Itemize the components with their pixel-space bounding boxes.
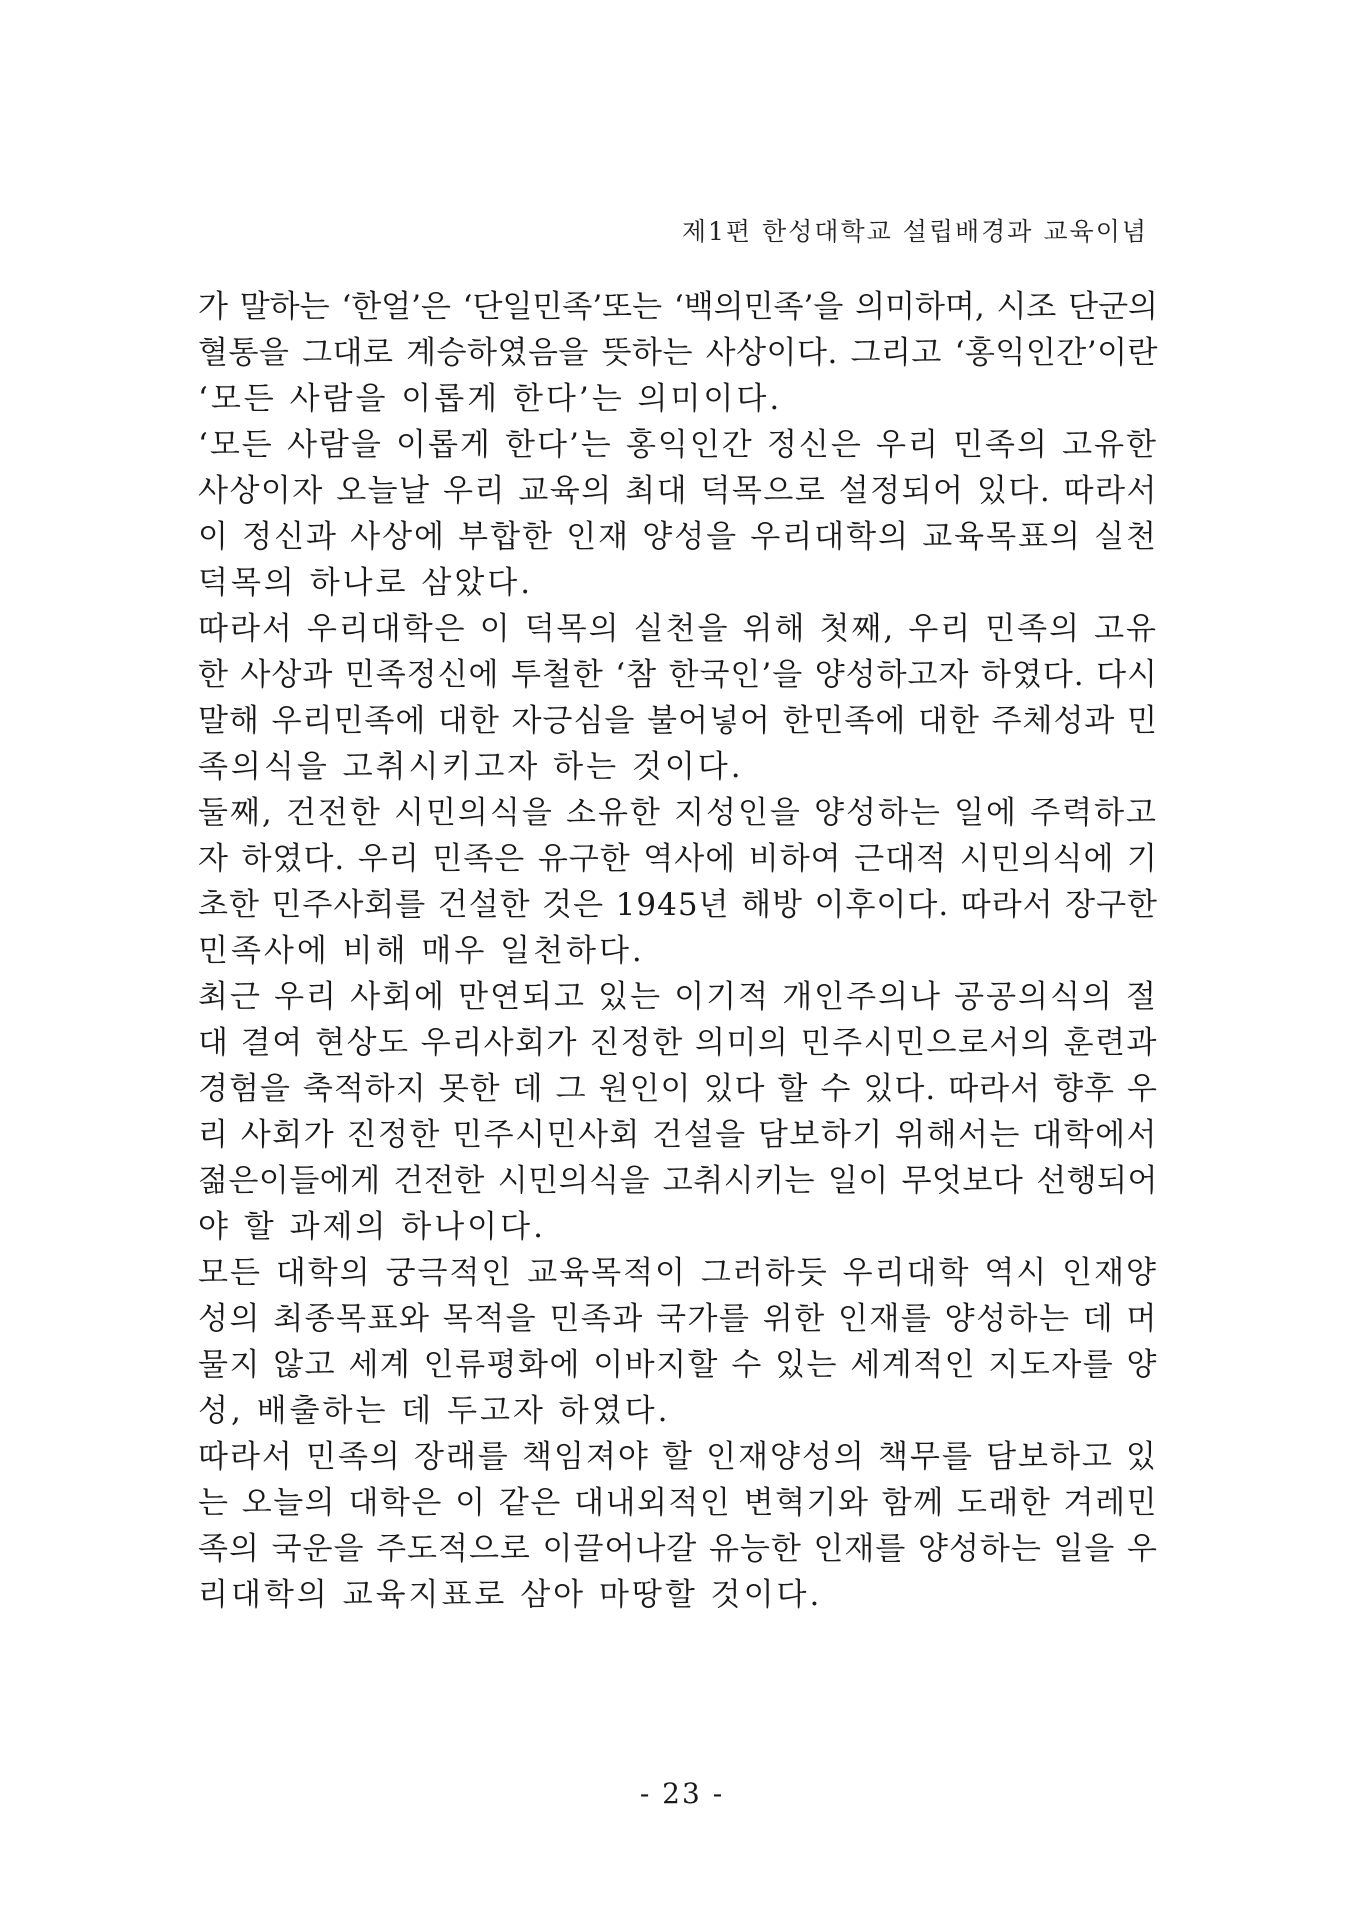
text-line: 가 말하는 ‘한얼’은 ‘단일민족’또는 ‘백의민족’을 의미하며, 시조 단군의: [198, 289, 1158, 325]
text-line: 말해 우리민족에 대한 자긍심을 불어넣어 한민족에 대한 주체성과 민: [198, 703, 1158, 739]
text-line: 족의 국운을 주도적으로 이끌어나갈 유능한 인재를 양성하는 일을 우: [198, 1531, 1158, 1567]
body-text: [198, 284, 1158, 1618]
text-line: 물지 않고 세계 인류평화에 이바지할 수 있는 세계적인 지도자를 양: [198, 1347, 1158, 1383]
running-header: 제1편 한성대학교 설립배경과 교육이념: [681, 217, 1148, 246]
text-line: 둘째, 건전한 시민의식을 소유한 지성인을 양성하는 일에 주력하고: [198, 795, 1158, 831]
page-number: - 23 -: [639, 1777, 725, 1810]
text-line: 이 정신과 사상에 부합한 인재 양성을 우리대학의 교육목표의 실천: [198, 519, 1158, 555]
text-line: 최근 우리 사회에 만연되고 있는 이기적 개인주의나 공공의식의 절: [198, 979, 1158, 1015]
text-line: 경험을 축적하지 못한 데 그 원인이 있다 할 수 있다. 따라서 향후 우: [198, 1071, 1158, 1107]
text-line: 대 결여 현상도 우리사회가 진정한 의미의 민주시민으로서의 훈련과: [198, 1025, 1158, 1061]
text-line: 초한 민주사회를 건설한 것은 1945년 해방 이후이다. 따라서 장구한: [198, 887, 1158, 923]
text-line: 덕목의 하나로 삼았다.: [198, 565, 534, 601]
text-line: 모든 대학의 궁극적인 교육목적이 그러하듯 우리대학 역시 인재양: [198, 1255, 1158, 1291]
text-line: 리대학의 교육지표로 삼아 마땅할 것이다.: [198, 1577, 823, 1613]
text-line: ‘모든 사람을 이롭게 한다’는 의미이다.: [198, 381, 783, 417]
text-line: 젊은이들에게 건전한 시민의식을 고취시키는 일이 무엇보다 선행되어: [198, 1163, 1158, 1199]
text-line: 한 사상과 민족정신에 투철한 ‘참 한국인’을 양성하고자 하였다. 다시: [198, 657, 1158, 693]
text-line: 혈통을 그대로 계승하였음을 뜻하는 사상이다. 그리고 ‘홍익인간’이란: [198, 335, 1158, 371]
text-line: 따라서 민족의 장래를 책임져야 할 인재양성의 책무를 담보하고 있: [198, 1439, 1158, 1475]
text-line: 성, 배출하는 데 두고자 하였다.: [198, 1393, 671, 1429]
text-line: 자 하였다. 우리 민족은 유구한 역사에 비하여 근대적 시민의식에 기: [198, 841, 1158, 877]
text-line: 따라서 우리대학은 이 덕목의 실천을 위해 첫째, 우리 민족의 고유: [198, 611, 1158, 647]
text-line: 리 사회가 진정한 민주시민사회 건설을 담보하기 위해서는 대학에서: [198, 1117, 1158, 1153]
text-line: 족의식을 고취시키고자 하는 것이다.: [198, 749, 744, 785]
text-line: 는 오늘의 대학은 이 같은 대내외적인 변혁기와 함께 도래한 겨레민: [198, 1485, 1158, 1521]
text-line: 야 할 과제의 하나이다.: [198, 1209, 546, 1245]
text-line: 사상이자 오늘날 우리 교육의 최대 덕목으로 설정되어 있다. 따라서: [198, 473, 1158, 509]
text-line: 성의 최종목표와 목적을 민족과 국가를 위한 인재를 양성하는 데 머: [198, 1301, 1158, 1337]
text-line: 민족사에 비해 매우 일천하다.: [198, 933, 645, 969]
text-line: ‘모든 사람을 이롭게 한다’는 홍익인간 정신은 우리 민족의 고유한: [198, 427, 1158, 463]
